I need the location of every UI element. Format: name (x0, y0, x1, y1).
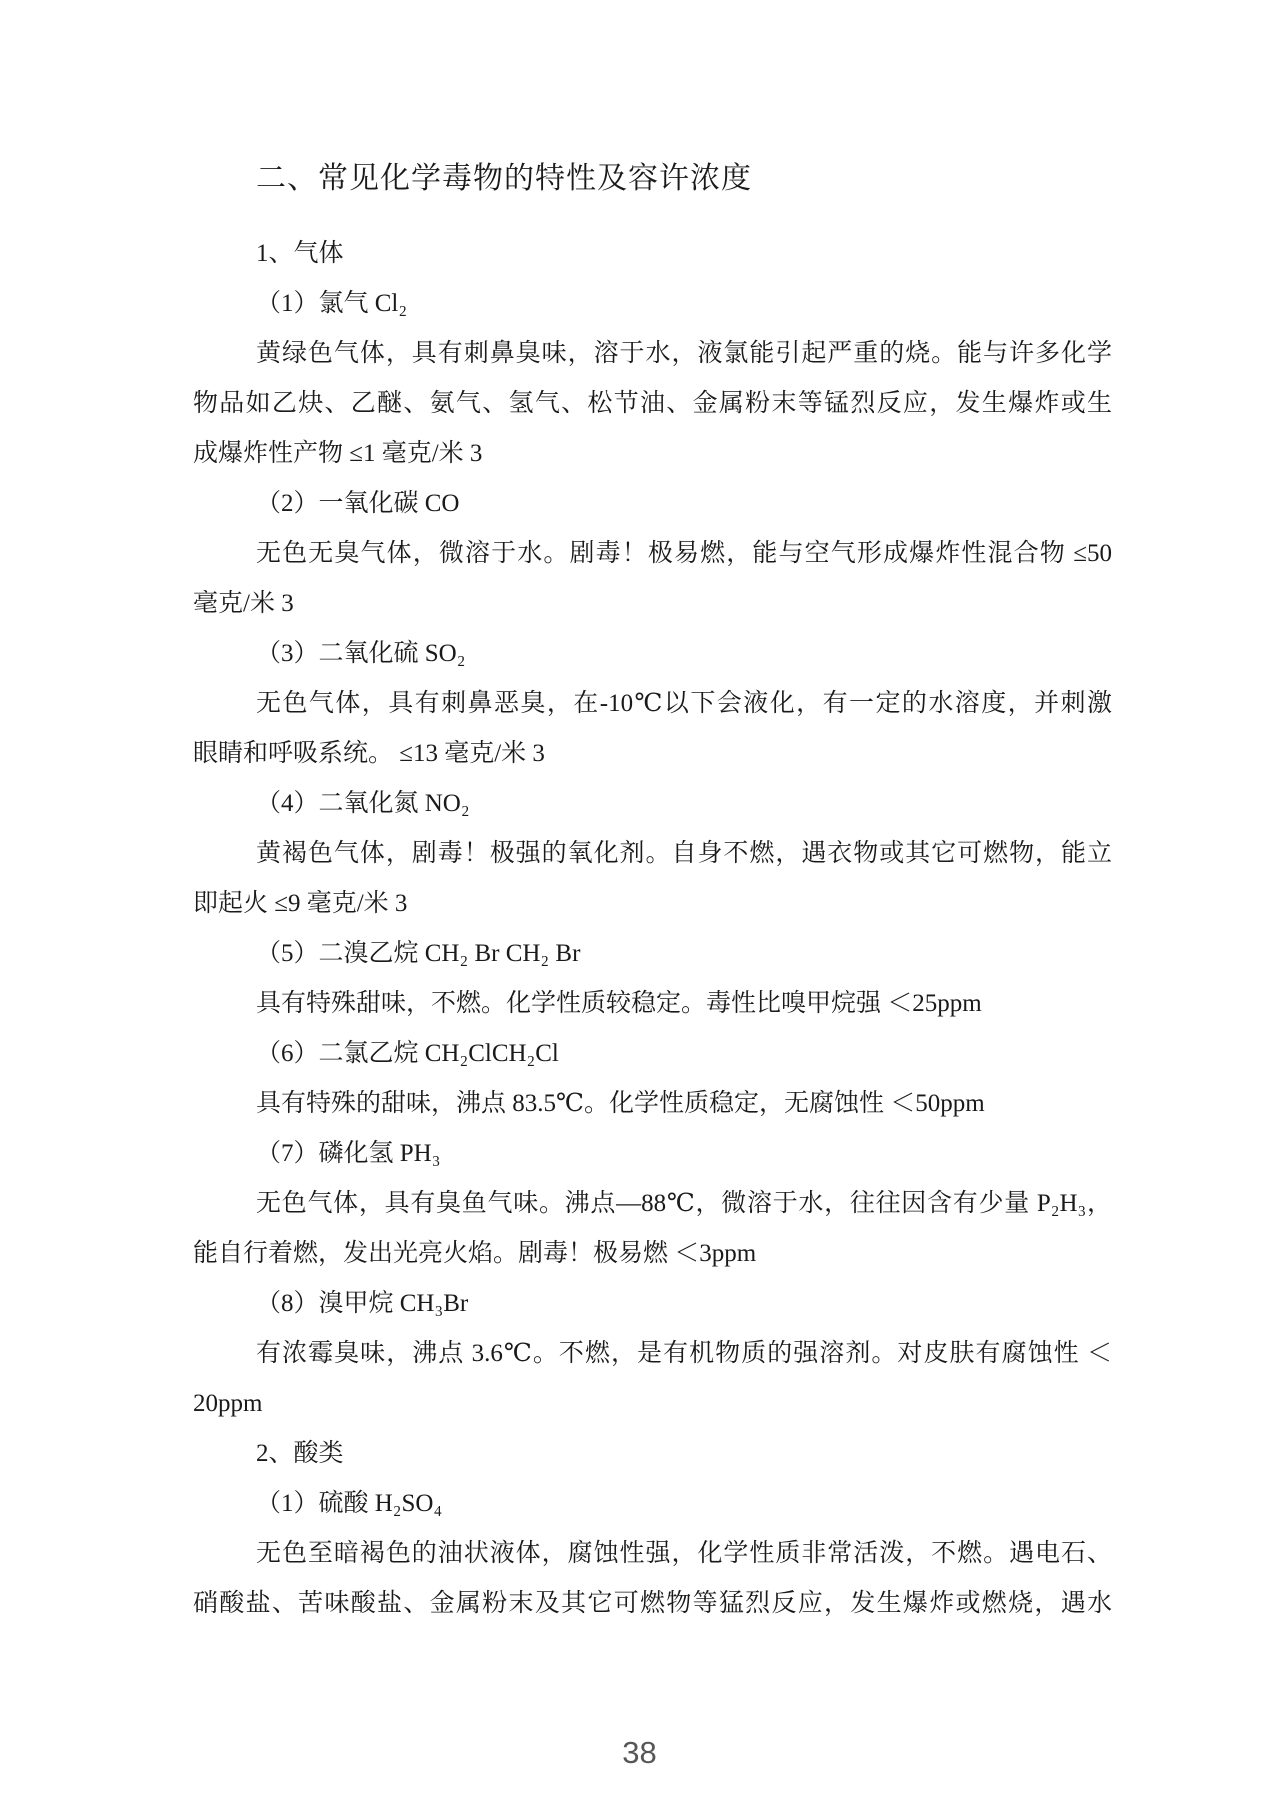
line-bromomethane-desc-1: 有浓霉臭味，沸点 3.6℃。不燃，是有机物质的强溶剂。对皮肤有腐蚀性 ＜ (256, 1340, 1112, 1367)
line-dichloroethane-heading: （6）二氯乙烷 CH₂ClCH₂Cl (256, 1040, 559, 1067)
line-dibromoethane-desc: 具有特殊甜味，不燃。化学性质较稳定。毒性比嗅甲烷强 ＜25ppm (256, 990, 982, 1017)
line-carbon-monoxide-desc-2: 毫克/米 3 (193, 590, 294, 617)
line-acids-section: 2、酸类 (256, 1440, 344, 1467)
line-nitrogen-dioxide-desc-1: 黄褐色气体，剧毒！极强的氧化剂。自身不燃，遇衣物或其它可燃物，能立 (256, 840, 1112, 867)
line-nitrogen-dioxide-desc-2: 即起火 ≤9 毫克/米 3 (193, 890, 408, 917)
line-chlorine-desc-2: 物品如乙炔、乙醚、氨气、氢气、松节油、金属粉末等锰烈反应，发生爆炸或生 (193, 390, 1112, 417)
line-sulfur-dioxide-desc-2: 眼睛和呼吸系统。 ≤13 毫克/米 3 (193, 740, 545, 767)
document-body (193, 229, 1112, 1629)
line-dichloroethane-desc: 具有特殊的甜味，沸点 83.5℃。化学性质稳定，无腐蚀性 ＜50ppm (256, 1090, 985, 1117)
line-dibromoethane-heading: （5）二溴乙烷 CH₂ Br CH₂ Br (256, 940, 581, 967)
line-carbon-monoxide-desc-1: 无色无臭气体，微溶于水。剧毒！极易燃，能与空气形成爆炸性混合物 ≤50 (256, 540, 1112, 567)
line-bromomethane-desc-2: 20ppm (193, 1390, 263, 1417)
line-bromomethane-heading: （8）溴甲烷 CH₃Br (256, 1290, 469, 1317)
line-chlorine-desc-1: 黄绿色气体，具有刺鼻臭味，溶于水，液氯能引起严重的烧。能与许多化学 (256, 340, 1112, 367)
section-title: 二、常见化学毒物的特性及容许浓度 (256, 162, 752, 195)
line-nitrogen-dioxide-heading: （4）二氧化氮 NO₂ (256, 790, 470, 817)
line-phosphine-heading: （7）磷化氢 PH₃ (256, 1140, 441, 1167)
line-sulfur-dioxide-desc-1: 无色气体，具有刺鼻恶臭，在-10℃以下会液化，有一定的水溶度，并刺激 (256, 690, 1112, 717)
line-sulfuric-acid-heading: （1）硫酸 H₂SO₄ (256, 1490, 443, 1517)
page-number: 38 (622, 1735, 657, 1770)
line-carbon-monoxide-heading: （2）一氧化碳 CO (256, 490, 460, 517)
line-phosphine-desc-1: 无色气体，具有臭鱼气味。沸点—88℃，微溶于水，往往因含有少量 P₂H₃， (256, 1190, 1112, 1217)
line-chlorine-heading: （1）氯气 Cl₂ (256, 290, 408, 317)
line-phosphine-desc-2: 能自行着燃，发出光亮火焰。剧毒！极易燃 ＜3ppm (193, 1240, 757, 1267)
line-sulfuric-acid-desc-2: 硝酸盐、苦味酸盐、金属粉末及其它可燃物等猛烈反应，发生爆炸或燃烧，遇水 (193, 1590, 1112, 1617)
line-sulfur-dioxide-heading: （3）二氧化硫 SO₂ (256, 640, 466, 667)
line-sulfuric-acid-desc-1: 无色至暗褐色的油状液体，腐蚀性强，化学性质非常活泼，不燃。遇电石、 (256, 1540, 1112, 1567)
line-gases-section: 1、气体 (256, 240, 344, 267)
line-chlorine-desc-3: 成爆炸性产物 ≤1 毫克/米 3 (193, 440, 483, 467)
